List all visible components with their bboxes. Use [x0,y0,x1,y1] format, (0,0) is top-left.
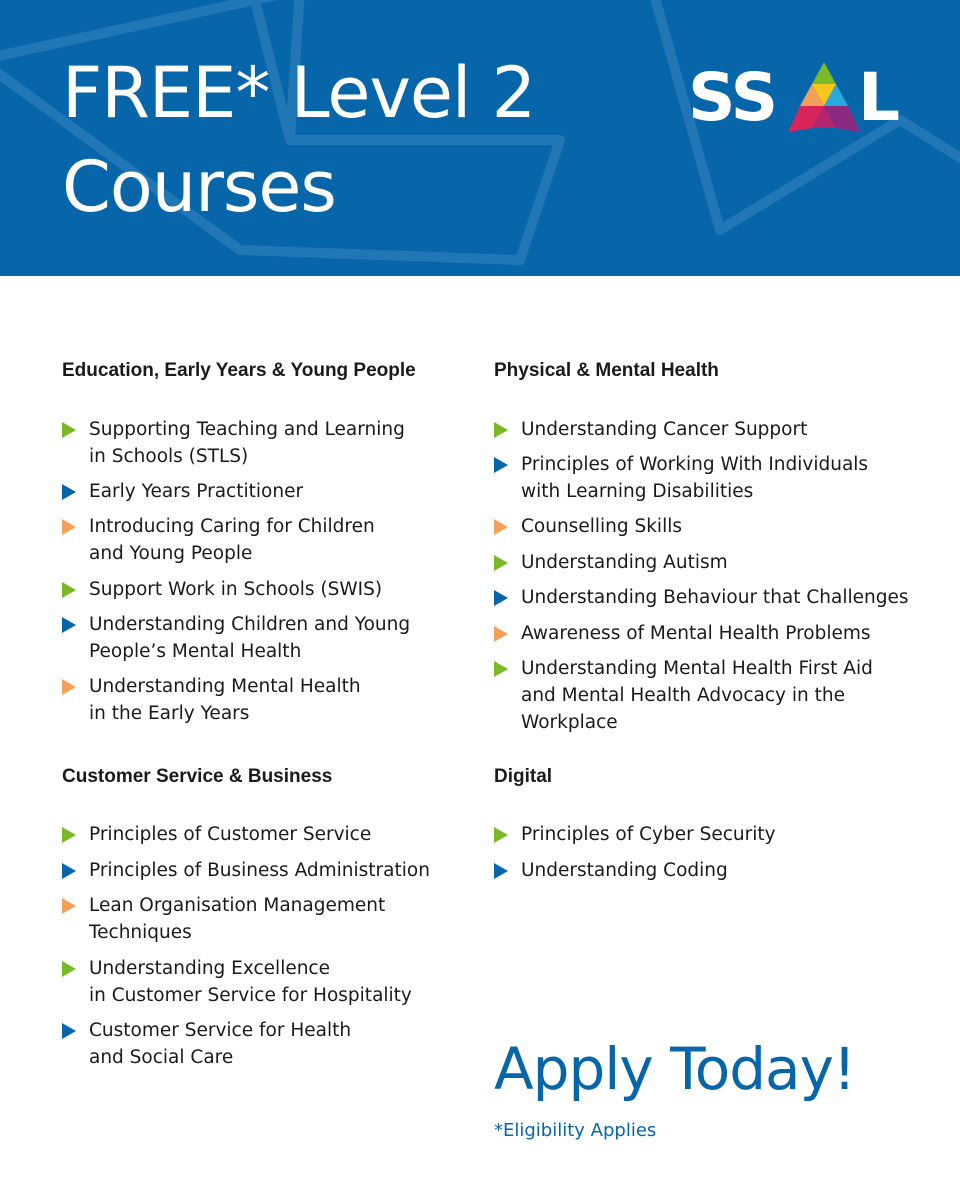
logo-text-ss: SS [688,59,777,136]
list-item [62,1017,351,1071]
list-item [62,821,371,848]
list-item [494,513,682,540]
list-item-label: Understanding Autism [521,552,728,573]
list-item-label: Understanding Mental Health First Aid and Mental Health Advocacy in the Workplace [521,658,873,733]
arrow-bullet-icon [494,827,508,843]
list-item [494,584,909,611]
list-item [62,416,405,470]
list-item [494,620,871,647]
background-decoration [0,0,960,276]
list-item [62,576,382,603]
arrow-bullet-icon [494,457,508,473]
arrow-bullet-icon [494,519,508,535]
arrow-bullet-icon [494,626,508,642]
list-item-label: Support Work in Schools (SWIS) [89,579,383,600]
list-item [62,955,412,1009]
arrow-bullet-icon [494,590,508,606]
education-section-title: Education, Early Years & Young People [62,360,416,381]
list-item-label: Customer Service for Health and Social Care [89,1020,352,1068]
digital-section-title: Digital [494,766,553,787]
arrow-bullet-icon [62,484,76,500]
page-title-line-1: FREE* Level 2 [62,52,536,134]
list-item [494,655,873,736]
list-item-label: Principles of Cyber Security [521,824,776,845]
arrow-bullet-icon [494,661,508,677]
arrow-bullet-icon [62,582,76,598]
arrow-bullet-icon [62,679,76,695]
list-item [494,821,776,848]
list-item [62,611,410,665]
page-title-line-2: Courses [62,146,336,228]
list-item-label: Principles of Customer Service [89,824,372,845]
arrow-bullet-icon [62,827,76,843]
list-item-label: Introducing Caring for Children and Young People [89,516,375,564]
customer-section-title: Customer Service & Business [62,766,333,787]
list-item [62,857,430,884]
health-section-title: Physical & Mental Health [494,360,719,381]
list-item-label: Counselling Skills [521,516,682,537]
list-item-label: Understanding Coding [521,860,728,881]
arrow-bullet-icon [62,422,76,438]
list-item-label: Understanding Behaviour that Challenges [521,587,909,608]
arrow-bullet-icon [62,898,76,914]
list-item-label: Early Years Practitioner [89,481,304,502]
list-item-label: Understanding Cancer Support [521,419,808,440]
list-item [62,478,303,505]
list-item [62,513,375,567]
arrow-bullet-icon [62,863,76,879]
list-item [494,857,728,884]
logo-a-mark-icon [784,62,864,134]
arrow-bullet-icon [62,617,76,633]
arrow-bullet-icon [494,555,508,571]
list-item-label: Understanding Mental Health in the Early Years [89,676,361,724]
list-item-label: Awareness of Mental Health Problems [521,623,871,644]
arrow-bullet-icon [62,1023,76,1039]
arrow-bullet-icon [62,519,76,535]
list-item [494,549,728,576]
list-item-label: Understanding Excellence in Customer Service for Hospitality [89,958,412,1006]
list-item [494,416,807,443]
list-item-label: Supporting Teaching and Learning in Schools (STLS) [89,419,405,467]
ssal-logo [688,59,901,136]
arrow-bullet-icon [494,422,508,438]
arrow-bullet-icon [62,961,76,977]
list-item [62,892,385,946]
apply-today-heading: Apply Today! [494,1035,856,1103]
arrow-bullet-icon [494,863,508,879]
list-item-label: Understanding Children and Young People’s Mental Health [89,614,411,662]
list-item [494,451,868,505]
list-item-label: Principles of Business Administration [89,860,430,881]
list-item-label: Principles of Working With Individuals with Learning Disabilities [521,454,869,502]
list-item-label: Lean Organisation Management Techniques [89,895,386,943]
list-item [62,673,361,727]
logo-text-l: L [858,59,901,136]
eligibility-note: *Eligibility Applies [494,1120,657,1141]
header-banner [0,0,960,276]
